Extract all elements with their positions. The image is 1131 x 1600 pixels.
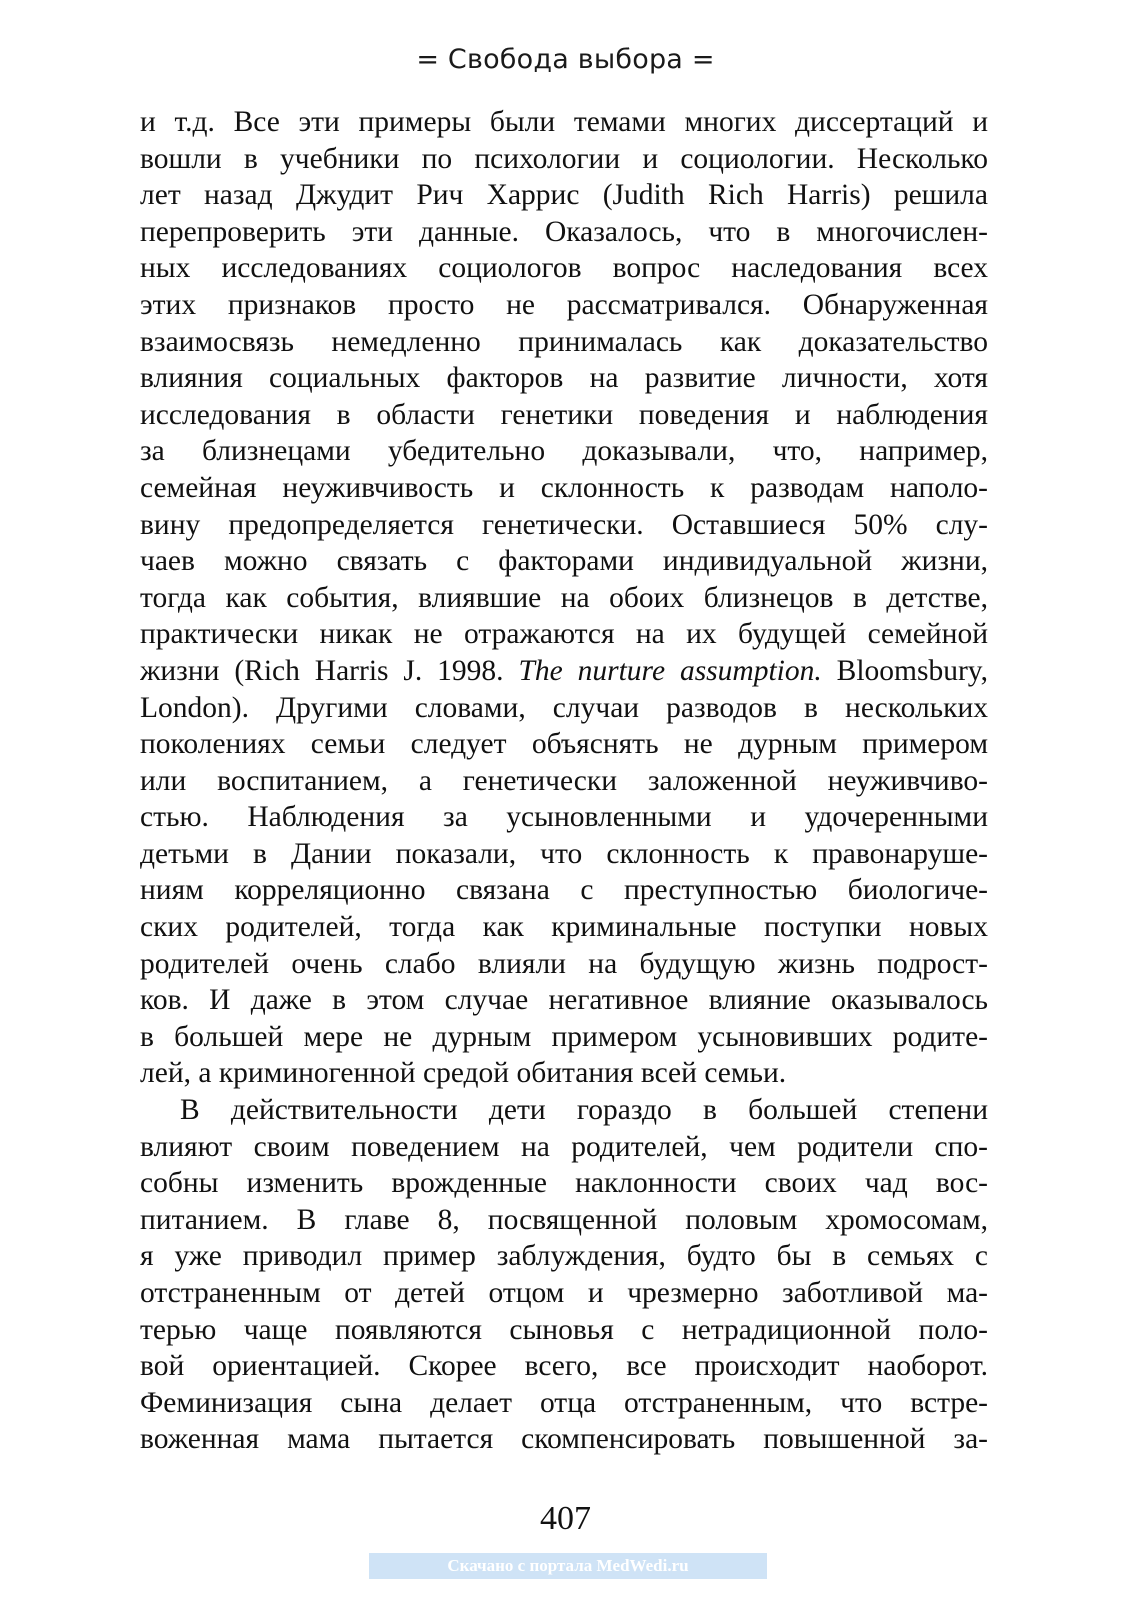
text-line: перепроверить эти данные. Оказалось, что в многочислен- (140, 215, 988, 248)
text-line: вой ориентацией. Скорее всего, все происходит наоборот. (140, 1350, 988, 1383)
text-line: ков. И даже в этом случае негативное влияние оказывалось (140, 984, 988, 1017)
text-line: взаимосвязь немедленно принималась как доказательство (140, 325, 988, 358)
text-line: я уже приводил пример заблуждения, будто бы в семьях с (140, 1240, 988, 1273)
text-line: Феминизация сына делает отца отстраненным, что встре- (140, 1386, 988, 1419)
page-body-text (140, 104, 988, 1458)
text-line: ных исследованиях социологов вопрос наследования всех (140, 252, 988, 285)
text-line: ских родителей, тогда как криминальные поступки новых (140, 911, 988, 944)
text-line: питанием. В главе 8, посвященной половым хромосомам, (140, 1203, 988, 1236)
text-line: практически никак не отражаются на их будущей семейной (140, 618, 988, 651)
text-line: собны изменить врожденные наклонности своих чад вос- (140, 1167, 988, 1200)
text-line: и т.д. Все эти примеры были темами многих диссертаций и (140, 106, 988, 138)
text-line: вошли в учебники по психологии и социологии. Несколько (140, 142, 988, 175)
text-line: детьми в Дании показали, что склонность к правонаруше- (140, 837, 988, 870)
running-title: = Свобода выбора = (416, 44, 715, 75)
text-line: влияют своим поведением на родителей, чем родители спо- (140, 1130, 988, 1163)
text-line: исследования в области генетики поведения и наблюдения (140, 398, 988, 431)
text-line: London). Другими словами, случаи разводов в нескольких (140, 691, 988, 724)
text-line: за близнецами убедительно доказывали, что, например, (140, 435, 988, 468)
page-number: 407 (540, 1500, 591, 1537)
text-line: отстраненным от детей отцом и чрезмерно заботливой ма- (140, 1277, 988, 1309)
citation-prefix: жизни (Rich Harris J. 1998. (140, 654, 519, 687)
citation-suffix: Bloomsbury, (821, 654, 988, 687)
citation-line (140, 653, 988, 690)
text-line: или воспитанием, а генетически заложенной неуживчиво- (140, 764, 988, 797)
book-title-italic: The nurture assumption. (518, 654, 822, 687)
text-line: воженная мама пытается скомпенсировать повышенной за- (140, 1423, 988, 1456)
text-line: стью. Наблюдения за усыновленными и удочеренными (140, 801, 988, 834)
text-line: влияния социальных факторов на развитие личности, хотя (140, 362, 988, 395)
text-line: поколениях семьи следует объяснять не дурным примером (140, 728, 988, 761)
text-line: вину предопределяется генетически. Оставшиеся 50% слу- (140, 508, 988, 541)
text-line: родителей очень слабо влияли на будущую жизнь подрост- (140, 947, 988, 980)
text-line: тогда как события, влиявшие на обоих близнецов в детстве, (140, 581, 988, 614)
text-line: в большей мере не дурным примером усыновивших родите- (140, 1020, 988, 1053)
text-line: этих признаков просто не рассматривался. Обнаруженная (140, 288, 988, 321)
text-line: чаев можно связать с факторами индивидуальной жизни, (140, 545, 988, 578)
paragraph-first-line: В действительности дети гораздо в большей степени (180, 1094, 988, 1127)
text-line: ниям корреляционно связана с преступностью биологиче- (140, 874, 988, 907)
paragraph-end-line: лей, а криминогенной средой обитания всей семьи. (140, 1057, 787, 1090)
text-line: лет назад Джудит Рич Харрис (Judith Rich Harris) решила (140, 179, 988, 212)
watermark-banner: Скачано с портала MedWedi.ru (369, 1553, 767, 1579)
text-line: семейная неуживчивость и склонность к разводам наполо- (140, 471, 988, 504)
text-line: терью чаще появляются сыновья с нетрадиционной поло- (140, 1313, 988, 1346)
